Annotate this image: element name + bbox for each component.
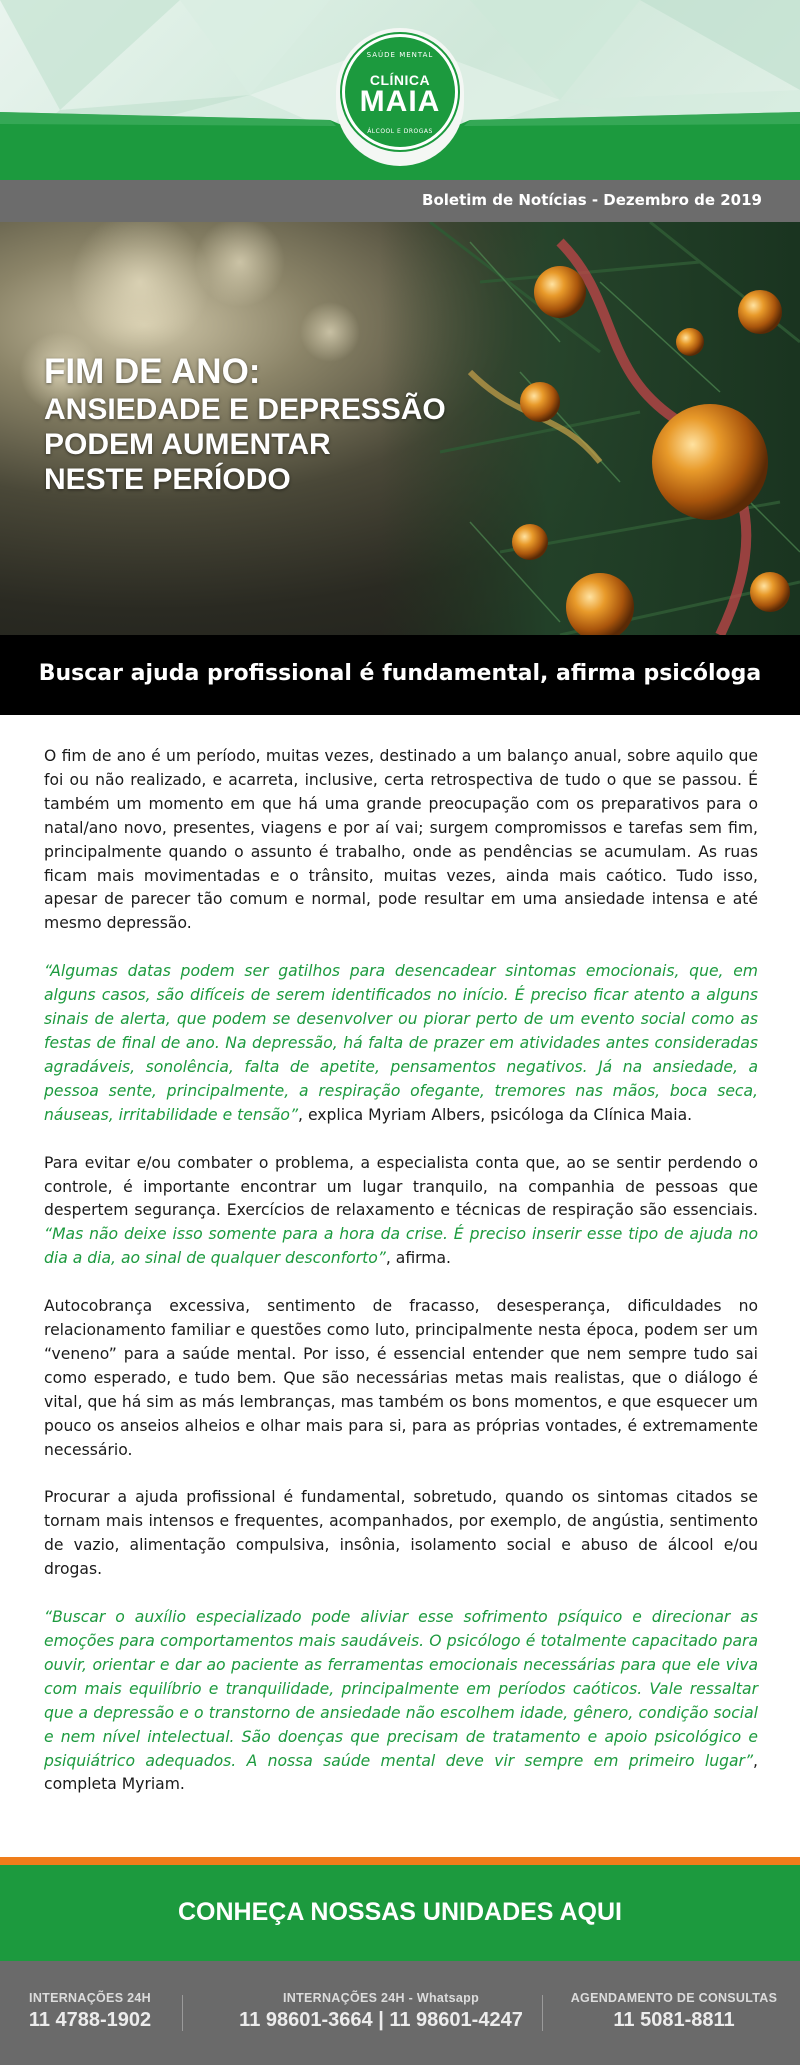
footer-col-agendamento bbox=[556, 1991, 792, 2032]
units-cta-button[interactable] bbox=[0, 1865, 800, 1961]
hero-title bbox=[44, 352, 514, 497]
hero-banner bbox=[0, 222, 800, 635]
newsletter-bar bbox=[0, 180, 800, 222]
logo-line2: MAIA bbox=[359, 85, 441, 118]
paragraph-1: O fim de ano é um período, muitas vezes, destinado a um balanço anual, sobre aquilo que foi ou não realizado, e acarreta, inclusive, certa retrospectiva de tudo o que se passou. É também um momento em que há uma grande preocupação com os preparativos para o natal/ano novo, presentes, viagens e por aí vai; surgem compromissos e tarefas sem fim, principalmente quando o assunto é trabalho, onde as pendências se acumulam. As ruas ficam mais movimentadas e o trânsito, muitas vezes, ainda mais caótico. Tudo isso, apesar de parecer tão comum e normal, pode resultar em uma ansiedade intensa e até mesmo depressão. bbox=[44, 747, 758, 933]
paragraph-5: Procurar a ajuda profissional é fundamental, sobretudo, quando os sintomas citados se tornam mais intensos e frequentes, acompanhados, por exemplo, de angústia, sentimento de vazio, alimentação compulsiva, insônia, isolamento social e abuso de álcool e/ou drogas. bbox=[44, 1488, 758, 1579]
footer-col2-label: INTERNAÇÕES 24H - Whatsapp bbox=[282, 1991, 479, 2005]
footer-col1-phone[interactable]: 11 4788-1902 bbox=[28, 2009, 152, 2031]
footer-col3-label: AGENDAMENTO DE CONSULTAS bbox=[570, 1991, 778, 2005]
quote-2-attribution: , afirma. bbox=[385, 1249, 451, 1268]
paragraph-3 bbox=[44, 1152, 758, 1272]
footer-col-whatsapp bbox=[196, 1991, 566, 2032]
footer-separator bbox=[182, 1995, 183, 2031]
logo-bottom-text: ÁLCOOL E DROGAS bbox=[367, 128, 433, 135]
article-body bbox=[44, 745, 758, 1821]
footer-col2-phone[interactable]: 11 98601-3664 | 11 98601-4247 bbox=[239, 2009, 523, 2031]
header bbox=[0, 0, 800, 180]
quote-1-attribution: , explica Myriam Albers, psicóloga da Clínica Maia. bbox=[298, 1105, 693, 1124]
footer-col3-phone[interactable]: 11 5081-8811 bbox=[613, 2009, 735, 2031]
units-cta-label: CONHEÇA NOSSAS UNIDADES AQUI bbox=[177, 1898, 623, 1926]
footer bbox=[0, 1961, 800, 2065]
quote-3-attribution: , completa Myriam. bbox=[44, 1751, 758, 1794]
hero-title-line4: NESTE PERÍODO bbox=[44, 463, 291, 496]
footer-col1-label: INTERNAÇÕES 24H bbox=[29, 1991, 151, 2005]
hero-title-line3: PODEM AUMENTAR bbox=[44, 428, 331, 461]
quote-2: “Mas não deixe isso somente para a hora da crise. É preciso inserir esse tipo de ajuda no dia a dia, ao sinal de qualquer desconforto” bbox=[44, 1225, 758, 1268]
footer-separator bbox=[542, 1995, 543, 2031]
paragraph-4: Autocobrança excessiva, sentimento de fracasso, desesperança, dificuldades no relacionamento familiar e questões como luto, principalmente nesta época, podem ser um “veneno” para a saúde mental. Por isso, é essencial entender que nem sempre tudo sai como esperado, e tudo bem. Que são necessárias metas mais realistas, que o diálogo é vital, que há sim as más lembranças, mas também os bons momentos, e que esquecer um pouco os anseios alheios e olhar mais para si, para as próprias vontades, é extremamente necessário. bbox=[44, 1297, 758, 1459]
logo-line1: CLÍNICA bbox=[369, 72, 431, 88]
quote-1: “Algumas datas podem ser gatilhos para desencadear sintomas emocionais, que, em alguns casos, são difíceis de serem identificados no início. É preciso ficar atento a alguns sinais de alerta, que podem se desenvolver ou piorar perto de um evento social como as festas de final de ano. Na depressão, há falta de prazer em atividades antes consideradas agradáveis, sonolência, falta de apetite, pensamentos negativos. Já na ansiedade, a pessoa sente, principalmente, a respiração ofegante, tremores nas mãos, boca seca, náuseas, irritabilidade e tensão” bbox=[44, 962, 758, 1124]
hero-title-line1: FIM DE ANO: bbox=[44, 352, 261, 391]
subtitle-bar bbox=[0, 635, 800, 715]
hero-title-line2: ANSIEDADE E DEPRESSÃO bbox=[44, 393, 446, 426]
clinica-maia-logo[interactable] bbox=[342, 34, 458, 150]
orange-divider bbox=[0, 1857, 800, 1865]
newsletter-label: Boletim de Notícias - Dezembro de 2019 bbox=[422, 191, 762, 209]
quote-3: “Buscar o auxílio especializado pode aliviar esse sofrimento psíquico e direcionar as emoções para comportamentos mais saudáveis. O psicólogo é totalmente capacitado para ouvir, orientar e dar ao paciente as ferramentas emocionais necessárias para que ele viva com mais equilíbrio e tranquilidade, principalmente em períodos caóticos. Vale ressaltar que a depressão e o transtorno de ansiedade não escolhem idade, gênero, condição social e nem nível intelectual. São doenças que precisam de tratamento e apoio psicológico e psiquiátrico adequados. A nossa saúde mental deve vir sempre em primeiro lugar” bbox=[44, 1608, 758, 1770]
paragraph-6 bbox=[44, 1606, 758, 1797]
article-subtitle: Buscar ajuda profissional é fundamental, afirma psicóloga bbox=[38, 661, 762, 686]
logo-top-text: SAÚDE MENTAL bbox=[366, 51, 434, 59]
paragraph-2 bbox=[44, 960, 758, 1127]
footer-col-internacoes bbox=[10, 1991, 170, 2032]
paragraph-3-text: Para evitar e/ou combater o problema, a especialista conta que, ao se sentir perdendo o controle, é importante encontrar um lugar tranquilo, na companhia de pessoas que despertem segurança. Exercícios de relaxamento e técnicas de respiração são essenciais. bbox=[44, 1153, 758, 1220]
